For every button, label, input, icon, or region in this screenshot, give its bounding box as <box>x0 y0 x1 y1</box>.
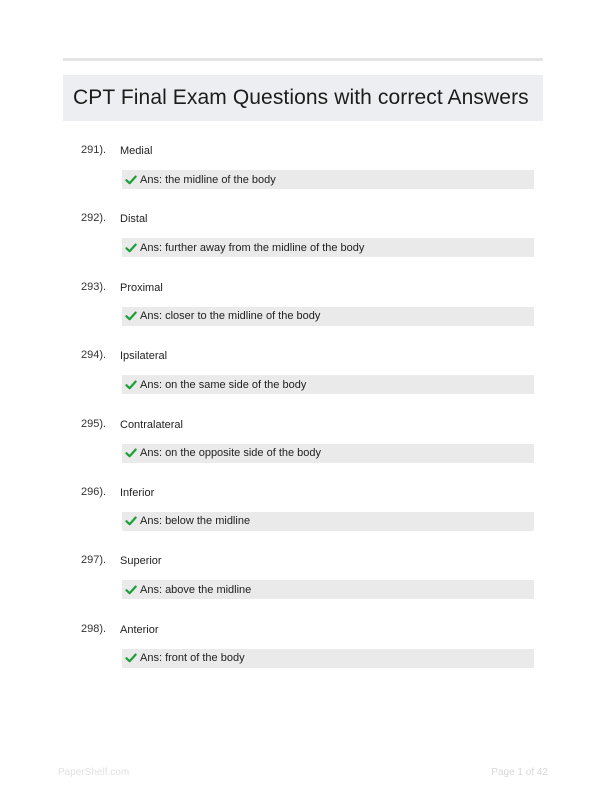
answer-text: Ans: on the opposite side of the body <box>140 447 322 460</box>
question-term: Ipsilateral <box>120 350 168 363</box>
answer-text: Ans: below the midline <box>140 515 251 528</box>
question-term: Distal <box>120 213 148 226</box>
question-term: Inferior <box>120 486 155 499</box>
question-number: 292). <box>81 212 107 225</box>
question-number: 298). <box>81 622 107 635</box>
answer-text: Ans: closer to the midline of the body <box>140 310 321 323</box>
check-icon <box>125 174 137 186</box>
question-term: Contralateral <box>120 418 183 431</box>
question-number: 295). <box>81 417 107 430</box>
check-icon <box>125 242 137 254</box>
question-term: Medial <box>120 145 153 157</box>
question-number: 293). <box>81 280 107 293</box>
answer-text: Ans: above the midline <box>140 583 252 596</box>
answer-text: Ans: on the same side of the body <box>140 378 307 391</box>
question-item <box>0 275 606 343</box>
answer-box <box>122 375 534 394</box>
question-list <box>0 138 606 685</box>
check-icon <box>125 379 137 391</box>
question-number: 291). <box>81 144 107 156</box>
question-term: Proximal <box>120 281 163 294</box>
check-icon <box>125 515 137 527</box>
question-item <box>0 480 606 548</box>
answer-text: Ans: the midline of the body <box>140 173 276 186</box>
question-item <box>0 343 606 411</box>
answer-box <box>122 238 534 257</box>
check-icon <box>125 584 137 596</box>
footer-watermark: PaperShelf.com <box>58 767 130 778</box>
answer-box <box>122 512 534 531</box>
question-number: 294). <box>81 349 107 362</box>
question-item <box>0 138 606 206</box>
question-item <box>0 412 606 480</box>
answer-text: Ans: further away from the midline of the body <box>140 241 365 254</box>
check-icon <box>125 447 137 459</box>
check-icon <box>125 310 137 322</box>
page-indicator: Page 1 of 42 <box>491 767 548 778</box>
answer-box <box>122 444 534 463</box>
header-divider <box>63 58 543 61</box>
question-number: 297). <box>81 554 107 567</box>
answer-box <box>122 580 534 599</box>
answer-box <box>122 649 534 668</box>
title-banner <box>63 75 543 121</box>
answer-text: Ans: front of the body <box>140 652 245 665</box>
answer-box <box>122 307 534 326</box>
question-item <box>0 617 606 685</box>
page-title: CPT Final Exam Questions with correct Answers <box>73 86 529 109</box>
answer-box <box>122 170 534 189</box>
question-term: Superior <box>120 555 162 568</box>
question-number: 296). <box>81 485 107 498</box>
question-item <box>0 206 606 274</box>
check-icon <box>125 652 137 664</box>
question-item <box>0 548 606 616</box>
question-term: Anterior <box>120 623 159 636</box>
